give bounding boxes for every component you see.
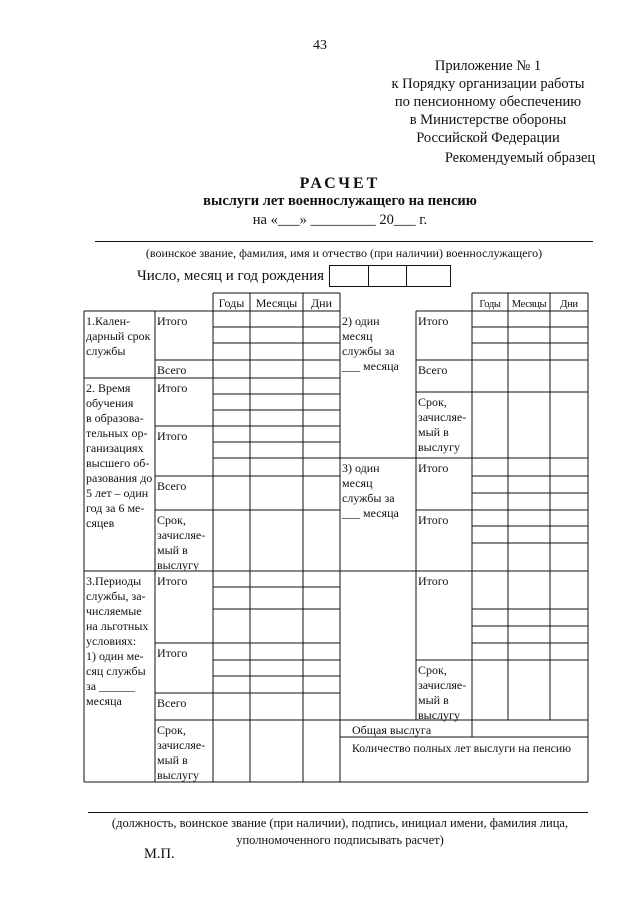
appendix-line: по пенсионному обеспечению: [394, 94, 582, 110]
header-days-right: Дни: [560, 299, 578, 310]
itogo-label: Итого: [418, 513, 449, 527]
signature-underline: [88, 812, 588, 813]
stamp-place: М.П.: [144, 846, 175, 862]
row-preferential-label: 3.Периоды службы, за- числяемые на льготных условиях: 1) один ме- сяц службы за ______ месяца: [86, 574, 149, 708]
srok-label: Срок, зачисляе- мый в выслугу: [157, 723, 206, 782]
header-months: Месяцы: [255, 296, 298, 310]
row-calendar-label: 1.Кален- дарный срок службы: [86, 314, 151, 358]
header-months-right: Месяцы: [511, 299, 547, 310]
page-number: 43: [313, 38, 327, 53]
vsego-label: Всего: [418, 363, 448, 377]
itogo-label: Итого: [418, 314, 449, 328]
appendix-line: Российской Федерации: [416, 130, 560, 146]
itogo-label: Итого: [157, 429, 188, 443]
srok-label: Срок, зачисляе- мый в выслугу: [157, 513, 206, 572]
vsego-label: Всего: [157, 696, 187, 710]
birth-label: Число, месяц и год рождения: [137, 268, 325, 284]
itogo-label: Итого: [157, 381, 188, 395]
document-subtitle: выслуги лет военнослужащего на пенсию: [203, 193, 477, 209]
itogo-label: Итого: [157, 574, 188, 588]
appendix-line: в Министерстве обороны: [409, 112, 567, 128]
name-caption: (воинское звание, фамилия, имя и отчество (при наличии) военнослужащего): [145, 246, 543, 260]
header-years: Годы: [218, 296, 245, 310]
row-education-label: 2. Время обучения в образова- тельных ор- ганизациях высшего об- разования до 5 лет – один год за 6 ме- сяцев: [86, 381, 153, 530]
document-title: РАСЧЕТ: [299, 175, 381, 192]
date-line: на «___» _________ 20___ г.: [252, 212, 428, 228]
row-three-label: 3) один месяц службы за ___ месяца: [342, 461, 399, 520]
signature-caption: (должность, воинское звание (при наличии), подпись, инициал имени, фамилия лица, уполномоченного подписывать расчет): [111, 816, 569, 847]
vsego-label: Всего: [157, 363, 187, 377]
row-two-label: 2) один месяц службы за ___ месяца: [342, 314, 399, 373]
itogo-label: Итого: [418, 461, 449, 475]
header-years-right: Годы: [479, 299, 501, 310]
appendix-line: Приложение № 1: [434, 58, 542, 74]
appendix-line: к Порядку организации работы: [391, 76, 585, 92]
itogo-label: Итого: [418, 574, 449, 588]
itogo-label: Итого: [157, 314, 188, 328]
total-service-label: Общая выслуга: [352, 723, 432, 737]
itogo-label: Итого: [157, 646, 188, 660]
srok-label: Срок, зачисляе- мый в выслугу: [418, 395, 467, 454]
header-days: Дни: [310, 296, 333, 310]
full-years-label: Количество полных лет выслуги на пенсию: [352, 741, 572, 755]
vsego-label: Всего: [157, 479, 187, 493]
srok-label: Срок, зачисляе- мый в выслугу: [418, 663, 467, 722]
sample-label: Рекомендуемый образец: [444, 150, 596, 166]
